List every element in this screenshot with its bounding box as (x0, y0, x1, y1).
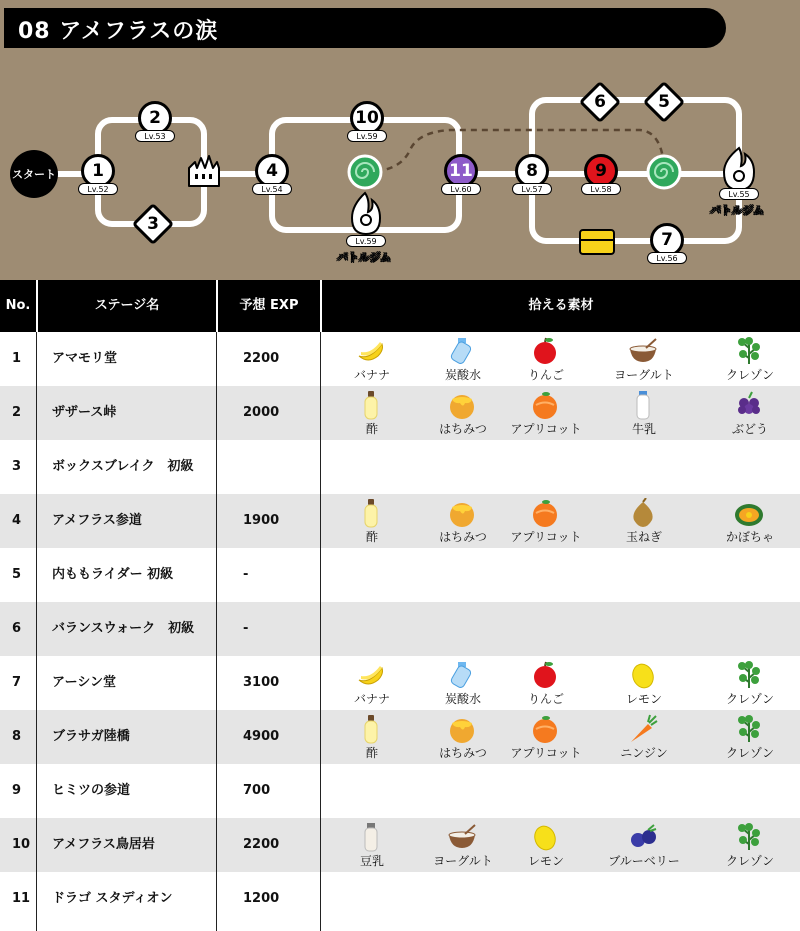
material-item (496, 386, 596, 440)
stage-exp: 2200 (243, 837, 280, 852)
material-label: 玉ねぎ (625, 530, 662, 544)
header-stage-name: ステージ名 (94, 298, 160, 313)
table-row (0, 440, 800, 494)
stage-name: ブラサガ陸橋 (52, 729, 130, 744)
secret-route-line (365, 130, 664, 172)
material-label: ニンジン (620, 746, 668, 760)
header-no: No. (5, 298, 31, 313)
map-stage-level-badge: Lv.54 (252, 183, 292, 195)
map-stage-number: 2 (149, 108, 161, 128)
banana-icon (356, 336, 386, 366)
stage-exp: 1200 (243, 891, 280, 906)
material-label: クレゾン (725, 368, 774, 382)
material-item (700, 494, 800, 548)
material-label: 炭酸水 (444, 692, 481, 706)
blueberry-icon (628, 822, 658, 852)
carrot-icon (628, 714, 658, 744)
map-stage-level-badge: Lv.53 (135, 130, 175, 142)
stage-number: 5 (12, 567, 22, 582)
apple-icon (530, 660, 560, 690)
header-exp: 予想 EXP (239, 298, 299, 313)
material-label: アプリコット (510, 530, 582, 544)
material-label: かぼちゃ (725, 530, 774, 544)
material-label: バナナ (353, 692, 390, 706)
stage-table (0, 280, 800, 931)
battle-gym-level-badge: Lv.55 (719, 188, 759, 200)
table-header (0, 280, 800, 332)
material-item (496, 332, 596, 386)
stage-number: 7 (12, 675, 22, 690)
map-stage-number: 4 (266, 161, 278, 181)
battle-gym-label: バトルジム (709, 204, 765, 217)
material-label: クレゾン (725, 746, 774, 760)
stage-number: 9 (12, 783, 22, 798)
watercress-icon (734, 336, 764, 366)
grapes-icon (734, 390, 764, 420)
map-stage-level-badge: Lv.56 (647, 252, 687, 264)
lemon-icon (628, 660, 658, 690)
material-item (496, 656, 596, 710)
apricot-icon (530, 498, 560, 528)
material-label: 豆乳 (359, 854, 384, 868)
lemon-icon (530, 822, 560, 852)
apple-icon (530, 336, 560, 366)
stage-exp: - (243, 621, 249, 636)
yogurt-bowl-icon (447, 822, 477, 852)
table-row (0, 710, 800, 764)
material-item (594, 818, 694, 872)
material-label: りんご (527, 692, 564, 706)
table-row (0, 332, 800, 386)
map-stage-number: 11 (449, 161, 473, 181)
stage-number: 11 (12, 891, 31, 906)
map-stage-number: 3 (147, 214, 159, 234)
material-item (700, 332, 800, 386)
stage-exp: 1900 (243, 513, 280, 528)
table-row (0, 494, 800, 548)
banana-icon (356, 660, 386, 690)
treasure-chest-icon (580, 230, 614, 254)
material-item (700, 386, 800, 440)
battle-gym-label: バトルジム (336, 251, 392, 264)
material-label: はちみつ (439, 746, 487, 760)
battle-gym-icon[interactable] (352, 193, 380, 234)
stage-name: アメフラス参道 (52, 513, 142, 528)
material-label: アプリコット (510, 422, 582, 436)
table-row (0, 548, 800, 602)
material-label: 牛乳 (631, 422, 656, 436)
material-item (322, 818, 422, 872)
map-stage-number: 6 (594, 92, 606, 112)
stage-name: ザザース峠 (52, 405, 117, 420)
watercress-icon (734, 822, 764, 852)
material-label: 酢 (365, 530, 378, 544)
stage-number: 6 (12, 621, 22, 636)
stage-name: ボックスブレイク 初級 (52, 459, 194, 474)
table-row (0, 656, 800, 710)
material-item (322, 494, 422, 548)
stage-map (0, 0, 800, 280)
material-item (594, 332, 694, 386)
table-row (0, 764, 800, 818)
map-stage-number: 1 (92, 161, 104, 181)
material-item (322, 710, 422, 764)
map-stage-number: 5 (658, 92, 670, 112)
battle-gym-icon[interactable] (724, 148, 754, 190)
material-item (700, 710, 800, 764)
soda-bottle-icon (447, 660, 477, 690)
stage-exp: 3100 (243, 675, 280, 690)
material-label: レモン (527, 854, 564, 868)
vinegar-bottle-icon (356, 714, 386, 744)
stage-name: バランスウォーク 初級 (52, 621, 195, 636)
stage-exp: 4900 (243, 729, 280, 744)
table-row (0, 872, 800, 926)
map-stage-number: 10 (355, 108, 379, 128)
material-item (322, 656, 422, 710)
soy-milk-bottle-icon (356, 822, 386, 852)
material-label: はちみつ (439, 422, 487, 436)
map-stage-level-badge: Lv.59 (347, 130, 387, 142)
map-stage-level-badge: Lv.60 (441, 183, 481, 195)
watercress-icon (734, 714, 764, 744)
stage-number: 2 (12, 405, 22, 420)
map-stage-level-badge: Lv.57 (512, 183, 552, 195)
pumpkin-icon (734, 498, 764, 528)
stage-name: ドラゴ スタディオン (52, 891, 173, 906)
page-title: 08 アメフラスの涙 (18, 19, 219, 44)
material-item (322, 332, 422, 386)
battle-gym-level-badge: Lv.59 (346, 235, 386, 247)
material-item (496, 818, 596, 872)
material-label: 酢 (365, 746, 378, 760)
milk-bottle-icon (628, 390, 658, 420)
material-item (594, 656, 694, 710)
vinegar-bottle-icon (356, 390, 386, 420)
material-label: クレゾン (725, 692, 774, 706)
material-label: ヨーグルト (433, 854, 493, 868)
material-item (496, 494, 596, 548)
table-row (0, 818, 800, 872)
stage-exp: 2200 (243, 351, 280, 366)
header-materials: 拾える素材 (528, 298, 594, 313)
material-label: 酢 (365, 422, 378, 436)
stage-number: 1 (12, 351, 22, 366)
map-stage-level-badge: Lv.52 (78, 183, 118, 195)
watercress-icon (734, 660, 764, 690)
material-item (594, 494, 694, 548)
map-stage-level-badge: Lv.58 (581, 183, 621, 195)
onion-icon (628, 498, 658, 528)
material-label: はちみつ (439, 530, 487, 544)
stage-name: アメフラス鳥居岩 (52, 837, 155, 852)
stage-exp: 700 (243, 783, 271, 798)
material-label: 炭酸水 (444, 368, 481, 382)
material-label: バナナ (353, 368, 390, 382)
honey-pot-icon (447, 714, 477, 744)
stage-exp: 2000 (243, 405, 280, 420)
material-label: レモン (625, 692, 662, 706)
stage-number: 10 (12, 837, 31, 852)
yogurt-bowl-icon (628, 336, 658, 366)
vinegar-bottle-icon (356, 498, 386, 528)
portal-icon (349, 156, 381, 188)
material-label: ぶどう (731, 422, 768, 436)
table-row (0, 602, 800, 656)
soda-bottle-icon (447, 336, 477, 366)
material-item (322, 386, 422, 440)
material-label: クレゾン (725, 854, 774, 868)
honey-pot-icon (447, 390, 477, 420)
material-item (594, 710, 694, 764)
stage-number: 8 (12, 729, 22, 744)
stage-name: ヒミツの参道 (52, 783, 131, 798)
apricot-icon (530, 390, 560, 420)
stage-name: アーシン堂 (52, 675, 117, 690)
material-item (700, 656, 800, 710)
portal-icon (648, 156, 680, 188)
material-label: ヨーグルト (614, 368, 674, 382)
stage-number: 3 (12, 459, 22, 474)
stage-number: 4 (12, 513, 22, 528)
material-label: ブルーベリー (608, 854, 680, 868)
stage-exp: - (243, 567, 249, 582)
map-stage-number: 9 (595, 161, 607, 181)
title-bar (4, 8, 726, 48)
table-row (0, 386, 800, 440)
stage-name: アマモリ堂 (52, 351, 118, 366)
honey-pot-icon (447, 498, 477, 528)
apricot-icon (530, 714, 560, 744)
map-stage-number: 8 (526, 161, 538, 181)
stage-name: 内ももライダー 初級 (52, 567, 174, 582)
material-label: アプリコット (510, 746, 582, 760)
material-item (700, 818, 800, 872)
start-label: スタート (12, 168, 56, 181)
material-item (594, 386, 694, 440)
material-label: りんご (527, 368, 564, 382)
map-stage-number: 7 (661, 230, 673, 250)
material-item (496, 710, 596, 764)
